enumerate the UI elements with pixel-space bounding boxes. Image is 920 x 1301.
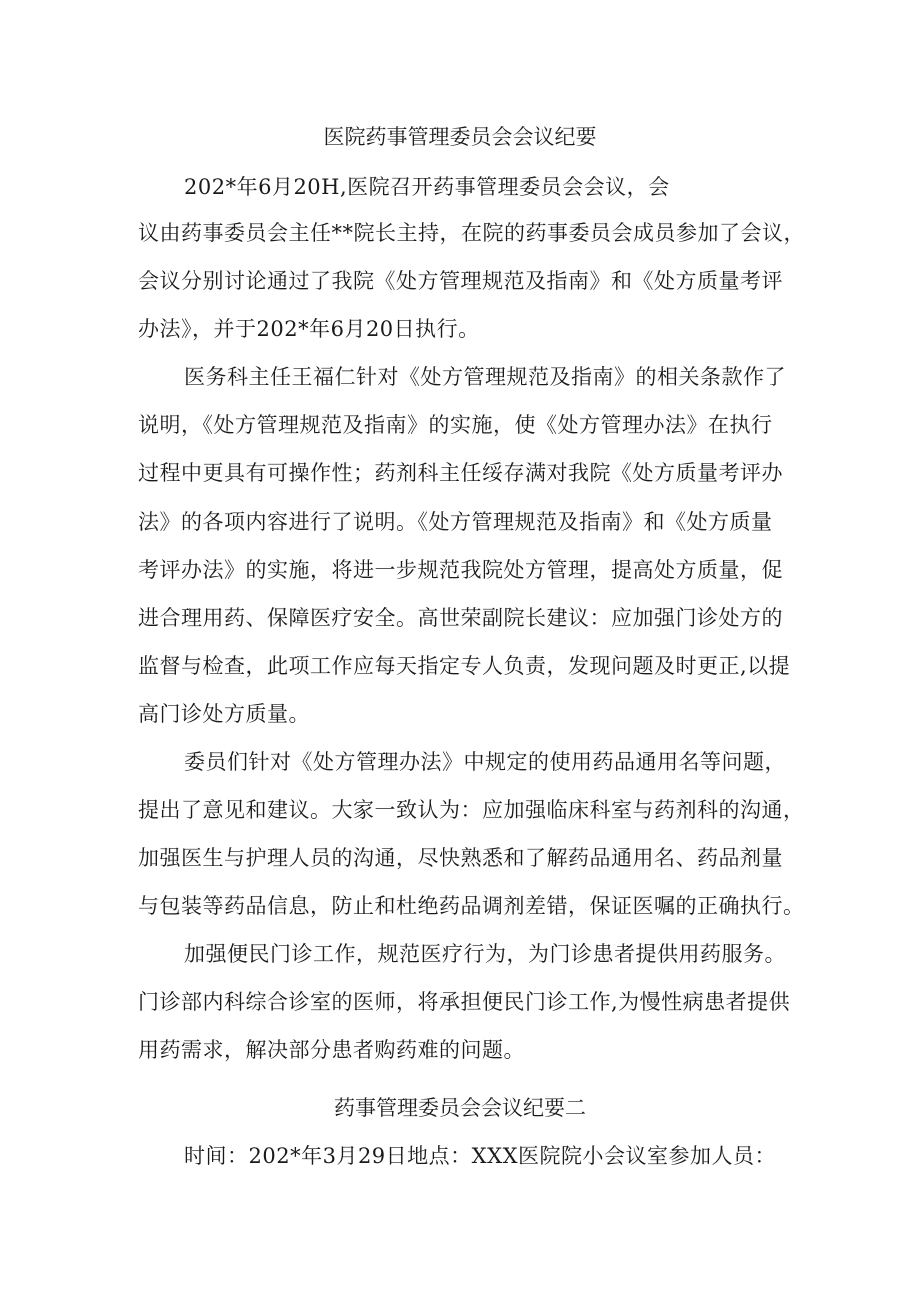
document-title: 医院药事管理委员会会议纪要 xyxy=(323,125,597,149)
paragraph-line: 加强医生与护理人员的沟通，尽快熟悉和了解药品通用名、药品剂量 xyxy=(138,846,783,870)
paragraph-line: 时间：202*年3月29日地点：XXX医院院小会议室参加人员： xyxy=(184,1144,777,1168)
paragraph-line: 考评办法》的实施，将进一步规范我院处方管理，提高处方质量，促 xyxy=(138,558,783,582)
paragraph-line: 委员们针对《处方管理办法》中规定的使用药品通用名等问题， xyxy=(184,750,786,774)
paragraph-line: 202*年6月20H,医院召开药事管理委员会会议，会 xyxy=(184,175,670,199)
paragraph-line: 监督与检查，此项工作应每天指定专人负责，发现问题及时更正,以提 xyxy=(138,654,791,678)
document-subtitle: 药事管理委员会会议纪要二 xyxy=(334,1096,586,1120)
paragraph-line: 法》的各项内容进行了说明。《处方管理规范及指南》和《处方质量 xyxy=(138,510,773,534)
paragraph-line: 过程中更具有可操作性；药剂科主任绥存满对我院《处方质量考评办 xyxy=(138,461,783,485)
paragraph-line: 进合理用药、保障医疗安全。高世荣副院长建议：应加强门诊处方的 xyxy=(138,606,783,630)
paragraph-line: 高门诊处方质量。 xyxy=(138,702,310,726)
paragraph-line: 会议分别讨论通过了我院《处方管理规范及指南》和《处方质量考评 xyxy=(138,269,783,293)
paragraph-line: 用药需求，解决部分患者购药难的问题。 xyxy=(138,1038,525,1062)
paragraph-line: 加强便民门诊工作，规范医疗行为，为门诊患者提供用药服务。 xyxy=(184,942,786,966)
paragraph-line: 医务科主任王福仁针对《处方管理规范及指南》的相关条款作了 xyxy=(184,365,786,389)
paragraph-line: 门诊部内科综合诊室的医师，将承担便民门诊工作,为慢性病患者提供 xyxy=(138,990,791,1014)
paragraph-line: 办法》，并于202*年6月20日执行。 xyxy=(138,317,480,341)
paragraph-line: 议由药事委员会主任**院长主持，在院的药事委员会成员参加了会议， xyxy=(138,221,805,245)
paragraph-line: 提出了意见和建议。大家一致认为：应加强临床科室与药剂科的沟通， xyxy=(138,798,805,822)
paragraph-line: 与包装等药品信息，防止和杜绝药品调剂差错，保证医嘱的正确执行。 xyxy=(138,894,805,918)
paragraph-line: 说明，《处方管理规范及指南》的实施，使《处方管理办法》在执行 xyxy=(138,413,773,437)
